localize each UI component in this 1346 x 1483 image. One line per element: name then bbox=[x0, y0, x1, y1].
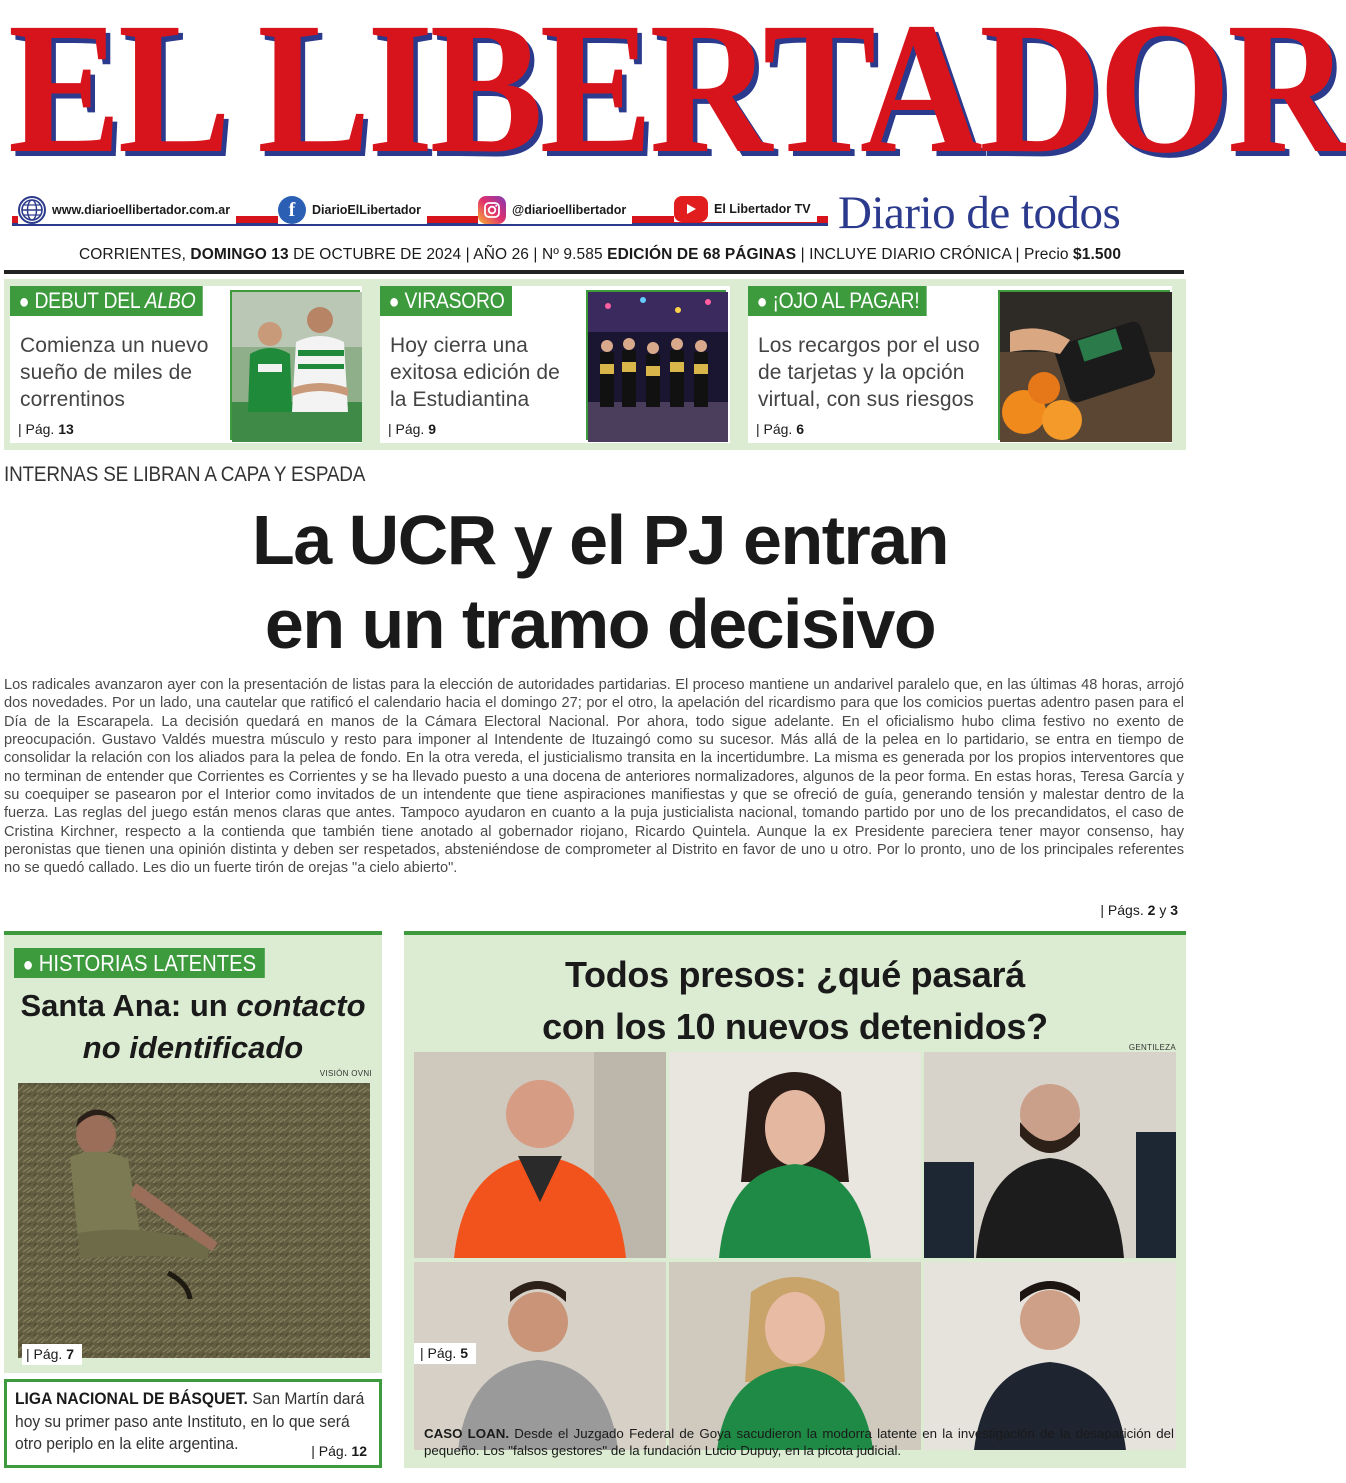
youtube-link[interactable] bbox=[674, 196, 817, 222]
facebook-icon: f bbox=[278, 196, 306, 224]
website-link[interactable] bbox=[18, 196, 236, 224]
detainee-photo bbox=[924, 1052, 1176, 1258]
youtube-icon bbox=[674, 196, 708, 222]
field-photo bbox=[18, 1083, 370, 1358]
teaser-virasoro[interactable] bbox=[380, 286, 730, 443]
teaser-tag: ● VIRASORO bbox=[380, 286, 512, 316]
page-ref: | Pág. 5 bbox=[414, 1343, 476, 1364]
tagline: Diario de todos bbox=[838, 187, 1121, 239]
page-ref: | Pág. 7 bbox=[22, 1344, 82, 1365]
detainee-photo bbox=[414, 1052, 666, 1258]
photo-credit: VISIÓN OVNI bbox=[319, 1069, 372, 1078]
detenidos-headline: Todos presos: ¿qué pasará con los 10 nuevos detenidos? bbox=[542, 954, 1048, 1047]
instagram-link[interactable] bbox=[478, 196, 632, 224]
detainee-photo bbox=[924, 1262, 1176, 1450]
story-kicker: INTERNAS SE LIBRAN A CAPA Y ESPADA bbox=[4, 463, 366, 486]
teaser-text: Comienza un nuevo sueño de miles de correntinos bbox=[20, 334, 209, 411]
instagram-icon bbox=[478, 196, 506, 224]
santa-ana-box[interactable] bbox=[4, 931, 382, 1373]
page-ref: | Pág. 13 bbox=[18, 421, 74, 437]
caso-loan-caption: CASO LOAN. Desde el Juzgado Federal de Goya sacudieron la modorra latente en la investigación de la desaparición del pequeño. Los "falsos gestores" de la fundación Lucio Dupuy, en la picota judicial. bbox=[424, 1426, 1174, 1458]
estudiantina-photo bbox=[586, 290, 726, 440]
players-photo bbox=[230, 290, 360, 440]
liga-text: LIGA NACIONAL DE BÁSQUET. San Martín dará hoy su primer paso ante Instituto, en lo que será otro periplo en la elite argentina. bbox=[15, 1389, 365, 1453]
santa-ana-headline: Santa Ana: un contacto no identificado bbox=[20, 988, 366, 1065]
social-bar bbox=[12, 196, 828, 228]
detainee-photo-grid bbox=[414, 1052, 1176, 1423]
section-tag: ● HISTORIAS LATENTES bbox=[14, 948, 265, 978]
liga-nacional-box[interactable] bbox=[4, 1379, 382, 1468]
page-ref: | Pág. 6 bbox=[756, 421, 805, 437]
main-page-ref: | Págs. 2 y 3 bbox=[1100, 902, 1178, 918]
facebook-handle: DiarioElLibertador bbox=[312, 203, 422, 217]
instagram-handle: @diarioellibertador bbox=[512, 203, 627, 217]
header-rule bbox=[4, 270, 1184, 274]
teaser-text: Hoy cierra una exitosa edición de la Estudiantina bbox=[390, 334, 560, 411]
detenidos-box[interactable] bbox=[404, 931, 1186, 1468]
teaser-ojo-al-pagar[interactable] bbox=[748, 286, 1172, 443]
main-story-body: Los radicales avanzaron ayer con la presentación de listas para la elección de autoridades partidarias. El proceso mantiene un andarivel paralelo que, en las últimas 48 horas, arrojó dos novedades. Por un lado, una cautelar que ratificó el calendario hacia el domingo 27; por el otro, la apelación del ricardismo para que los comicios puertas adentro pasen para el Día de la Escarapela. La decisión quedará en manos de la Cámara Electoral Nacional. Por ahora, todo sigue adelante. En el oficialismo hubo clima festivo no exento de preocupación. Gustavo Valdés muestra músculo y resto para imponer al Intendente de Ituzaingó como su sucesor. Más allá de la pelea en lo partidario, se entra en tiempo de consolidar la relación con los aliados para la pelea de fondo. En la otra vereda, el justicialismo transita en la incertidumbre. La misma es generada por los propios interventores que no terminan de entender que Corrientes es Corrientes y se ha llevado puesto a una docena de anteriores normalizadores, algunos de la peor forma. En estas horas, Teresa García y su coequiper se pasearon por el Interior como invitados de un intendente que tiene aspiraciones manifiestas y que se ofreció de guía, generando tensión y malestar dentro de la fuerza. Las reglas del juego están menos claras que antes. Tampoco ayudaron en cuanto a la puja justicialista nacional, tomando partido por uno de los precandidatos, el caso de Cristina Kirchner, respecto a la contienda que también tiene anotado al gobernador riojano, Ricardo Quintela. Aunque la ex Presidente pareciera tener mayor consenso, hay peronistas que tienen una opinión distinta y deben ser respetados, absteniéndose de comprometer al Distrito en favor de uno u otro. Por lo pronto, uno de los principales referentes no se quedó callado. Les dio un fuerte tirón de orejas "a cielo abierto". bbox=[4, 677, 1184, 877]
website-url: www.diarioellibertador.com.ar bbox=[52, 203, 231, 217]
card-payment-photo bbox=[998, 290, 1170, 440]
photo-credit: GENTILEZA bbox=[1128, 1043, 1176, 1052]
teaser-text: Los recargos por el uso de tarjetas y la opción virtual, con sus riesgos bbox=[758, 334, 980, 411]
detainee-photo bbox=[669, 1262, 921, 1450]
teaser-tag: ● ¡OJO AL PAGAR! bbox=[748, 286, 926, 316]
teaser-debut-albo[interactable] bbox=[10, 286, 362, 443]
teaser-strip bbox=[4, 279, 1186, 450]
newspaper-logo: EL LIBERTADOR bbox=[8, 0, 1346, 192]
facebook-link[interactable] bbox=[278, 196, 427, 224]
dateline: CORRIENTES, DOMINGO 13 DE OCTUBRE DE 2024 | AÑO 26 | Nº 9.585 EDICIÓN DE 68 PÁGINAS | INCLUYE DIARIO CRÓNICA | Precio $1.500 bbox=[78, 246, 1122, 263]
globe-icon bbox=[18, 196, 46, 224]
page-ref: | Pág. 12 bbox=[311, 1443, 367, 1459]
masthead bbox=[0, 0, 1346, 192]
youtube-channel: El Libertador TV bbox=[714, 202, 811, 216]
teaser-tag: ● DEBUT DEL ALBO bbox=[10, 286, 202, 316]
main-headline[interactable]: La UCR y el PJ entran en un tramo decisivo bbox=[252, 501, 948, 663]
detainee-photo bbox=[669, 1052, 921, 1258]
page-ref: | Pág. 9 bbox=[388, 421, 437, 437]
